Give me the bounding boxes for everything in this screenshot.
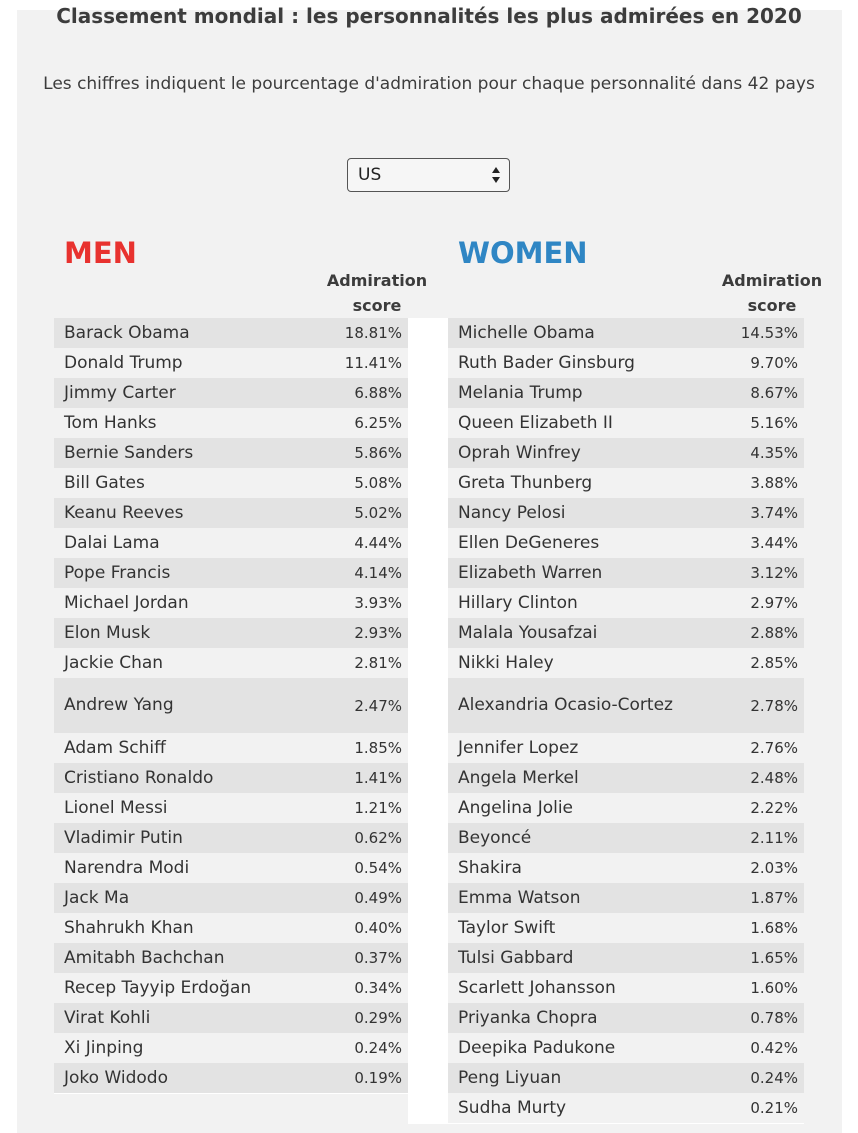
person-name: Elon Musk bbox=[64, 622, 151, 643]
table-row bbox=[448, 558, 804, 588]
table-row bbox=[448, 498, 804, 528]
table-row bbox=[448, 378, 804, 408]
person-name: Elizabeth Warren bbox=[458, 562, 603, 583]
person-name: Tulsi Gabbard bbox=[458, 947, 574, 968]
person-name: Nancy Pelosi bbox=[458, 502, 566, 523]
person-name: Michelle Obama bbox=[458, 322, 595, 343]
admiration-score: 6.88% bbox=[354, 384, 402, 402]
person-name: Adam Schiff bbox=[64, 737, 166, 758]
person-name: Cristiano Ronaldo bbox=[64, 767, 214, 788]
admiration-score: 0.40% bbox=[354, 919, 402, 937]
page-subtitle: Les chiffres indiquent le pourcentage d'admiration pour chaque personnalité dans 42 pays bbox=[43, 74, 815, 94]
admiration-score: 0.24% bbox=[750, 1069, 798, 1087]
table-row bbox=[448, 823, 804, 853]
person-name: Greta Thunberg bbox=[458, 472, 593, 493]
table-row bbox=[54, 408, 408, 438]
admiration-score: 0.34% bbox=[354, 979, 402, 997]
table-row bbox=[448, 588, 804, 618]
table-row bbox=[54, 678, 408, 733]
person-name: Bernie Sanders bbox=[64, 442, 194, 463]
admiration-score: 2.22% bbox=[750, 799, 798, 817]
table-row bbox=[54, 648, 408, 678]
table-row bbox=[54, 853, 408, 883]
table-row bbox=[448, 678, 804, 733]
person-name: Jackie Chan bbox=[64, 652, 164, 673]
table-row bbox=[448, 618, 804, 648]
person-name: Joko Widodo bbox=[64, 1067, 169, 1088]
table-row bbox=[54, 973, 408, 1003]
person-name: Taylor Swift bbox=[458, 917, 556, 938]
table-row bbox=[54, 468, 408, 498]
women-score-header: Admiration score bbox=[721, 271, 823, 315]
person-name: Peng Liyuan bbox=[458, 1067, 562, 1088]
table-row bbox=[54, 618, 408, 648]
person-name: Narendra Modi bbox=[64, 857, 190, 878]
admiration-score: 8.67% bbox=[750, 384, 798, 402]
person-name: Pope Francis bbox=[64, 562, 171, 583]
person-name: Virat Kohli bbox=[64, 1007, 151, 1028]
person-name: Deepika Padukone bbox=[458, 1037, 616, 1058]
admiration-score: 18.81% bbox=[344, 324, 402, 342]
admiration-score: 1.21% bbox=[354, 799, 402, 817]
admiration-score: 0.42% bbox=[750, 1039, 798, 1057]
admiration-score: 0.78% bbox=[750, 1009, 798, 1027]
person-name: Melania Trump bbox=[458, 382, 583, 403]
men-heading: MEN bbox=[64, 236, 137, 270]
country-select-value: US bbox=[358, 165, 382, 185]
admiration-score: 1.60% bbox=[750, 979, 798, 997]
table-row bbox=[448, 913, 804, 943]
admiration-score: 3.88% bbox=[750, 474, 798, 492]
table-row bbox=[448, 438, 804, 468]
table-row bbox=[448, 973, 804, 1003]
table-row bbox=[54, 823, 408, 853]
women-heading: WOMEN bbox=[458, 236, 588, 270]
table-row bbox=[448, 648, 804, 678]
person-name: Jennifer Lopez bbox=[458, 737, 579, 758]
admiration-score: 2.88% bbox=[750, 624, 798, 642]
person-name: Angelina Jolie bbox=[458, 797, 574, 818]
admiration-score: 4.44% bbox=[354, 534, 402, 552]
men-score-header: Admiration score bbox=[326, 271, 428, 315]
person-name: Barack Obama bbox=[64, 322, 190, 343]
admiration-score: 4.35% bbox=[750, 444, 798, 462]
person-name: Lionel Messi bbox=[64, 797, 168, 818]
person-name: Keanu Reeves bbox=[64, 502, 184, 523]
table-row bbox=[448, 348, 804, 378]
admiration-score: 0.62% bbox=[354, 829, 402, 847]
admiration-score: 3.74% bbox=[750, 504, 798, 522]
person-name: Sudha Murty bbox=[458, 1097, 567, 1118]
admiration-score: 0.49% bbox=[354, 889, 402, 907]
admiration-score: 5.02% bbox=[354, 504, 402, 522]
person-name: Malala Yousafzai bbox=[458, 622, 598, 643]
person-name: Michael Jordan bbox=[64, 592, 189, 613]
admiration-score: 2.78% bbox=[750, 696, 798, 715]
person-name: Donald Trump bbox=[64, 352, 183, 373]
table-row bbox=[448, 408, 804, 438]
admiration-score: 2.47% bbox=[354, 696, 402, 715]
table-row bbox=[54, 438, 408, 468]
table-row bbox=[54, 528, 408, 558]
admiration-score: 2.81% bbox=[354, 654, 402, 672]
table-row bbox=[54, 498, 408, 528]
table-row bbox=[448, 853, 804, 883]
person-name: Beyoncé bbox=[458, 827, 532, 848]
table-row bbox=[54, 558, 408, 588]
admiration-score: 2.11% bbox=[750, 829, 798, 847]
admiration-score: 1.41% bbox=[354, 769, 402, 787]
admiration-score: 1.68% bbox=[750, 919, 798, 937]
person-name: Alexandria Ocasio-Cortez bbox=[458, 695, 673, 715]
table-row bbox=[448, 733, 804, 763]
person-name: Bill Gates bbox=[64, 472, 145, 493]
admiration-score: 5.86% bbox=[354, 444, 402, 462]
admiration-score: 0.24% bbox=[354, 1039, 402, 1057]
admiration-score: 2.93% bbox=[354, 624, 402, 642]
person-name: Jack Ma bbox=[64, 887, 130, 908]
table-row bbox=[54, 793, 408, 823]
admiration-score: 2.97% bbox=[750, 594, 798, 612]
person-name: Vladimir Putin bbox=[64, 827, 183, 848]
table-row bbox=[448, 943, 804, 973]
admiration-score: 0.21% bbox=[750, 1099, 798, 1117]
table-row bbox=[448, 318, 804, 348]
person-name: Nikki Haley bbox=[458, 652, 554, 673]
person-name: Shakira bbox=[458, 857, 522, 878]
admiration-score: 5.16% bbox=[750, 414, 798, 432]
table-row bbox=[448, 468, 804, 498]
person-name: Ruth Bader Ginsburg bbox=[458, 352, 635, 373]
table-row bbox=[54, 883, 408, 913]
admiration-score: 4.14% bbox=[354, 564, 402, 582]
table-row bbox=[54, 1003, 408, 1033]
person-name: Emma Watson bbox=[458, 887, 581, 908]
person-name: Angela Merkel bbox=[458, 767, 579, 788]
admiration-score: 0.54% bbox=[354, 859, 402, 877]
table-row bbox=[54, 1063, 408, 1093]
table-row bbox=[54, 733, 408, 763]
table-row bbox=[448, 528, 804, 558]
admiration-score: 1.85% bbox=[354, 739, 402, 757]
table-row bbox=[448, 793, 804, 823]
person-name: Scarlett Johansson bbox=[458, 977, 616, 998]
women-table bbox=[448, 318, 804, 1124]
table-row bbox=[448, 1003, 804, 1033]
table-row bbox=[54, 588, 408, 618]
men-table bbox=[54, 318, 408, 1094]
admiration-score: 3.93% bbox=[354, 594, 402, 612]
person-name: Xi Jinping bbox=[64, 1037, 144, 1058]
admiration-score: 5.08% bbox=[354, 474, 402, 492]
column-divider bbox=[408, 318, 448, 1124]
admiration-score: 2.03% bbox=[750, 859, 798, 877]
admiration-score: 0.19% bbox=[354, 1069, 402, 1087]
table-row bbox=[448, 763, 804, 793]
admiration-score: 9.70% bbox=[750, 354, 798, 372]
table-row bbox=[54, 943, 408, 973]
admiration-score: 0.29% bbox=[354, 1009, 402, 1027]
table-row bbox=[54, 763, 408, 793]
admiration-score: 2.48% bbox=[750, 769, 798, 787]
admiration-score: 1.87% bbox=[750, 889, 798, 907]
person-name: Queen Elizabeth II bbox=[458, 412, 613, 433]
table-row bbox=[448, 1093, 804, 1123]
admiration-score: 2.76% bbox=[750, 739, 798, 757]
person-name: Hillary Clinton bbox=[458, 592, 578, 613]
page-title: Classement mondial : les personnalités les plus admirées en 2020 bbox=[56, 4, 802, 28]
country-select[interactable] bbox=[347, 158, 510, 192]
select-arrows-icon bbox=[491, 166, 501, 184]
admiration-score: 0.37% bbox=[354, 949, 402, 967]
table-row bbox=[54, 1033, 408, 1063]
person-name: Andrew Yang bbox=[64, 695, 174, 715]
admiration-score: 3.44% bbox=[750, 534, 798, 552]
person-name: Jimmy Carter bbox=[64, 382, 176, 403]
person-name: Priyanka Chopra bbox=[458, 1007, 598, 1028]
admiration-score: 2.85% bbox=[750, 654, 798, 672]
person-name: Amitabh Bachchan bbox=[64, 947, 225, 968]
admiration-score: 3.12% bbox=[750, 564, 798, 582]
person-name: Oprah Winfrey bbox=[458, 442, 581, 463]
admiration-score: 11.41% bbox=[344, 354, 402, 372]
table-row bbox=[448, 1063, 804, 1093]
table-row bbox=[54, 348, 408, 378]
table-row bbox=[54, 318, 408, 348]
admiration-score: 1.65% bbox=[750, 949, 798, 967]
admiration-score: 6.25% bbox=[354, 414, 402, 432]
table-row bbox=[448, 883, 804, 913]
admiration-score: 14.53% bbox=[740, 324, 798, 342]
person-name: Shahrukh Khan bbox=[64, 917, 194, 938]
table-row bbox=[54, 378, 408, 408]
table-row bbox=[448, 1033, 804, 1063]
person-name: Recep Tayyip Erdoğan bbox=[64, 977, 252, 998]
table-row bbox=[54, 913, 408, 943]
person-name: Ellen DeGeneres bbox=[458, 532, 600, 553]
person-name: Dalai Lama bbox=[64, 532, 160, 553]
person-name: Tom Hanks bbox=[64, 412, 157, 433]
